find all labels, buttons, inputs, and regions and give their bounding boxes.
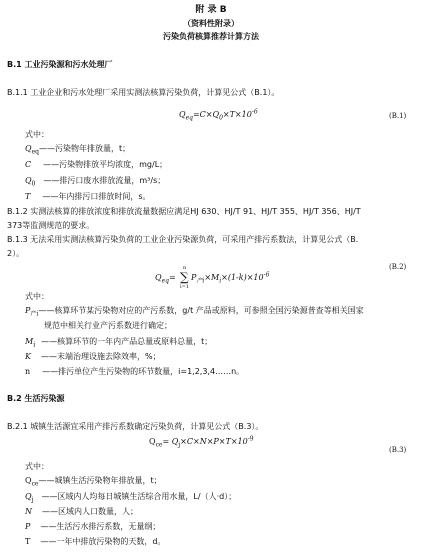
paragraph-b12-line1: B.1.2 实测法核算的排放浓度和排放流量数据应满足HJ 630、HJ/T 91、HJ/T 355、HJ/T 356、HJ/T: [7, 207, 361, 216]
paragraph-b13-line1: B.1.3 无法采用实测法核算污染负荷的工业企业污染源负荷，可采用产排污系数法，计算见公式（B.: [7, 235, 359, 244]
paragraph-b21: B.2.1 城镇生活源宜采用产排污系数确定污染负荷，计算见公式（B.3）。: [7, 422, 264, 431]
definition-row: T ——年内排污口排放时间，s。: [25, 192, 151, 201]
appendix-title: 污染负荷核算推荐计算方法: [163, 32, 259, 41]
definition-row: $Q_{ce}——$城镇生活污染物年排放量，t；: [25, 476, 162, 488]
definition-row: T ——一年中排放污染物的天数，d。: [25, 537, 166, 546]
appendix-label: 附 录 B: [195, 5, 227, 15]
document-page: 附 录 B （资料性附录） 污染负荷核算推荐计算方法 B.1 工业污染源和污水处理厂 B.1.1 工业企业和污水处理厂采用实测法核算污染负荷，计算见公式（B.1）。 $Q_{eq}=C\times Q_0\times T\times 10^{-6}$ (B.1) 式中： $Q_{eq}——$污染物年排放量，t； C ——污染物排放平均浓度，mg/L； $Q_0$ ——排污口废水排放流量，m³/s； T ——年内排污口排放时间，s。 B.1.2 实测法核算的排放浓度和排放流量数据应满足HJ 630、HJ/T 91、HJ/T 355、HJ/T 356、HJ/T 373等监测规范的要求。 B.1.3 无法采用实测法核算污染负荷的工业企业污染源负荷，可采用产排污系数法，计算见公式（B. 2）。 $Q_{eq}=$ n ∑ i=1 $P_{产i}\times M_i\times(1-k)\times 10^{-6}$ (B.2) 式中： $P_{产i}——$核算环节某污染物对应的产污系数，g/t 产品或原料，可参照全国污染源普查等相关国家 规范中相关行业产污系数进行确定； $M_i$ ——核算环节的一年内产品总量或原料总量，t； K ——末端治理设施去除效率，%； n ——排污单位产生污染物的环节数量，i=1,2,3,4……n。 B.2 生活污染源 B.2.1 城镇生活源宜采用产排污系数确定污染负荷，计算见公式（B.3）。 $Q_{ce}= Q_j\times C\times N\times P\times T\times 10^{-9}$ (B.3) 式中： $Q_{ce}——$城镇生活污染物年排放量，t； $Q_j$ ——区域内人均每日城镇生活综合用水量，L/（人·d）； N ——区域内人口数量，人； P ——生活污水排污系数，无量纲； T ——一年中排放污染物的天数，d。: [0, 0, 422, 557]
section-b2-heading: B.2 生活污染源: [7, 394, 65, 403]
equation-b3: $Q_{ce}= Q_j\times C\times N\times P\times T\times 10^{-9}$: [149, 435, 254, 449]
where-label-1: 式中：: [25, 130, 49, 139]
definition-row: $P_{产i}——$核算环节某污染物对应的产污系数，g/t 产品或原料，可参照全国污染源普查等相关国家: [25, 306, 364, 318]
paragraph-b12-line2: 373等监测规范的要求。: [7, 221, 95, 230]
definition-row-continued: 规范中相关行业产污系数进行确定；: [44, 321, 172, 330]
equation-b1-number: (B.1): [389, 112, 407, 120]
where-label-2: 式中：: [25, 292, 49, 301]
appendix-nature: （资料性附录）: [183, 19, 239, 28]
definition-row: n ——排污单位产生污染物的环节数量，i=1,2,3,4……n。: [25, 367, 245, 376]
definition-row: P ——生活污水排污系数，无量纲；: [25, 522, 161, 531]
definition-row: N ——区域内人口数量，人；: [25, 507, 138, 516]
definition-row: C ——污染物排放平均浓度，mg/L；: [25, 160, 168, 169]
definition-row: K ——末端治理设施去除效率，%；: [25, 352, 161, 361]
where-label-3: 式中：: [25, 462, 49, 471]
definition-row: $Q_j$ ——区域内人均每日城镇生活综合用水量，L/（人·d）；: [25, 492, 237, 504]
definition-row: $Q_0$ ——排污口废水排放流量，m³/s；: [25, 176, 166, 188]
section-b1-heading: B.1 工业污染源和污水处理厂: [7, 60, 113, 69]
paragraph-b13-line2: 2）。: [7, 249, 25, 258]
equation-b1: $Q_{eq}=C\times Q_0\times T\times 10^{-6}$: [179, 108, 258, 122]
definition-row: $Q_{eq}——$污染物年排放量，t；: [25, 144, 131, 156]
equation-b2-number: (B.2): [389, 263, 407, 271]
equation-b3-number: (B.3): [389, 446, 407, 454]
definition-row: $M_i$ ——核算环节的一年内产品总量或原料总量，t；: [25, 337, 213, 349]
paragraph-b11: B.1.1 工业企业和污水处理厂采用实测法核算污染负荷，计算见公式（B.1）。: [7, 88, 280, 97]
